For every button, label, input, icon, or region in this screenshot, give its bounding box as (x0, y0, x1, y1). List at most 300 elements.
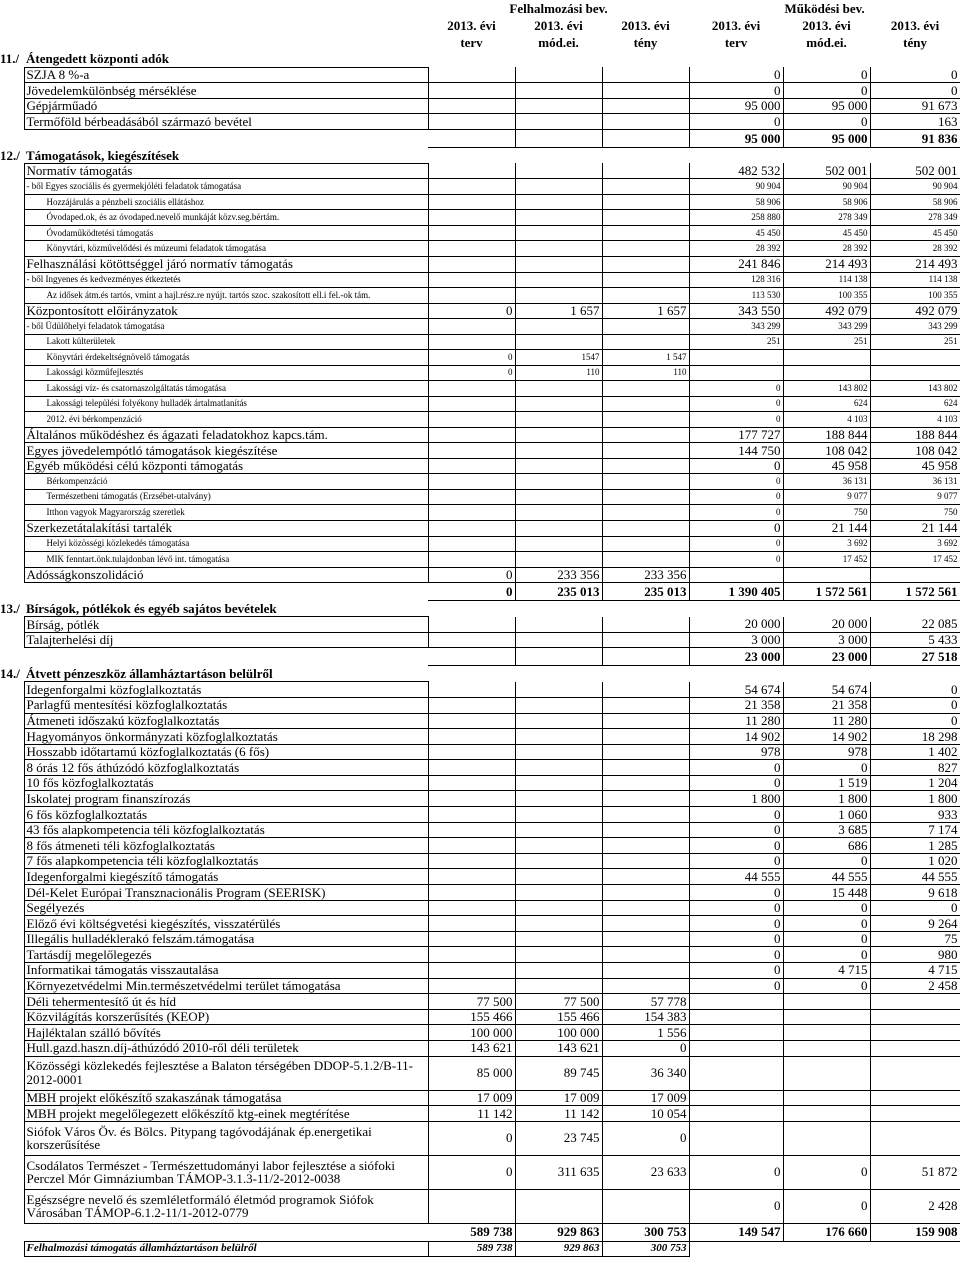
row-value-3: 0 (689, 978, 783, 994)
row-value-4: 4 715 (783, 963, 870, 979)
row-value-4: 0 (783, 900, 870, 916)
row-value-4: 0 (783, 1189, 870, 1223)
row-value-0: 0 (428, 583, 515, 601)
row-value-4: 1 800 (783, 791, 870, 807)
row-value-4 (783, 567, 870, 583)
row-value-1 (515, 1189, 602, 1223)
row-value-3 (689, 1025, 783, 1041)
row-value-0 (428, 163, 515, 179)
row-value-2 (602, 396, 689, 412)
row-value-3: 0 (689, 396, 783, 412)
row-value-4: 278 349 (783, 210, 870, 226)
row-label: Idegenforgalmi kiegészítő támogatás (24, 869, 428, 885)
row-value-1 (515, 552, 602, 568)
row-value-3: 978 (689, 744, 783, 760)
table-row (0, 179, 960, 195)
row-gutter (0, 916, 24, 932)
row-gutter (0, 272, 24, 288)
row-value-2 (602, 129, 689, 147)
row-value-4 (783, 994, 870, 1010)
row-value-2: 300 753 (602, 1223, 689, 1241)
row-gutter (0, 552, 24, 568)
row-value-1 (515, 225, 602, 241)
row-value-3: 0 (689, 931, 783, 947)
row-value-3: 0 (689, 807, 783, 823)
row-value-5: 114 138 (870, 272, 960, 288)
row-gutter (0, 900, 24, 916)
row-value-5: 22 085 (870, 617, 960, 633)
row-value-4: 251 (783, 334, 870, 350)
row-value-1 (515, 334, 602, 350)
row-value-3: 258 880 (689, 210, 783, 226)
table-row (0, 978, 960, 994)
table-row (0, 775, 960, 791)
row-value-3: 45 450 (689, 225, 783, 241)
row-value-0 (428, 225, 515, 241)
row-label: MBH projekt megelőlegezett előkészítő ktg-einek megtérítése (24, 1106, 428, 1122)
row-label: Csodálatos Természet - Természettudományi labor fejlesztése a siófoki Perczel Mór Gimnáziumban TÁMOP-3.1.3-11/2-2012-0038 (24, 1155, 428, 1189)
row-value-2 (602, 744, 689, 760)
row-value-1: 1 657 (515, 303, 602, 319)
row-value-0 (428, 334, 515, 350)
row-value-1 (515, 697, 602, 713)
row-value-5: 933 (870, 807, 960, 823)
row-label: Itthon vagyok Magyarország szeretlek (24, 505, 428, 521)
row-value-1 (515, 381, 602, 397)
row-value-1 (515, 427, 602, 443)
row-label: Közösségi közlekedés fejlesztése a Balaton térségében DDOP-5.1.2/B-11-2012-0001 (24, 1056, 428, 1090)
table-row (0, 489, 960, 505)
row-value-1 (515, 869, 602, 885)
row-value-0: 0 (428, 1155, 515, 1189)
row-value-1: 155 466 (515, 1009, 602, 1025)
row-value-5: 21 144 (870, 520, 960, 536)
row-value-3: 0 (689, 114, 783, 130)
header-year: 2013. évi (802, 17, 851, 33)
row-label: - ből Egyes szociális és gyermekjóléti feladatok támogatása (24, 179, 428, 195)
row-gutter (0, 489, 24, 505)
row-value-3: 44 555 (689, 869, 783, 885)
row-gutter (0, 536, 24, 552)
table-row (0, 963, 960, 979)
row-gutter (0, 412, 24, 428)
row-label: Parlagfű mentesítési közfoglalkoztatás (24, 697, 428, 713)
table-row (0, 443, 960, 459)
table-row (0, 1106, 960, 1122)
row-gutter (0, 648, 24, 666)
table-row (0, 67, 960, 83)
section-number: 13./ (0, 600, 20, 616)
row-value-2: 57 778 (602, 994, 689, 1010)
row-value-1: 929 863 (515, 1241, 602, 1256)
table-row (0, 869, 960, 885)
row-label: Déli tehermentesítő út és híd (24, 994, 428, 1010)
header-col-1: mód.ei. (538, 34, 579, 50)
row-value-0 (428, 474, 515, 490)
header-group-mukodesi: Működési bev. (784, 0, 865, 16)
row-value-2: 17 009 (602, 1090, 689, 1106)
row-value-0 (428, 83, 515, 99)
row-label: SZJA 8 %-a (24, 67, 428, 83)
row-value-5 (870, 994, 960, 1010)
row-value-5: 100 355 (870, 288, 960, 304)
table-row (0, 1155, 960, 1189)
row-value-1 (515, 617, 602, 633)
row-value-4 (783, 1009, 870, 1025)
row-value-3: 0 (689, 1155, 783, 1189)
row-value-4: 11 280 (783, 713, 870, 729)
row-value-4: 1 060 (783, 807, 870, 823)
row-value-4 (783, 1106, 870, 1122)
row-value-2 (602, 98, 689, 114)
row-gutter (0, 1106, 24, 1122)
header-year: 2013. évi (534, 17, 583, 33)
table-row (0, 365, 960, 381)
row-value-3: 0 (689, 458, 783, 474)
row-value-4: 14 902 (783, 729, 870, 745)
row-value-5: 750 (870, 505, 960, 521)
row-value-1: 1547 (515, 350, 602, 366)
row-value-1: 89 745 (515, 1056, 602, 1090)
row-value-0 (428, 194, 515, 210)
row-value-0 (428, 458, 515, 474)
row-gutter (0, 350, 24, 366)
row-value-3: 11 280 (689, 713, 783, 729)
row-value-1 (515, 505, 602, 521)
row-value-4: 0 (783, 1155, 870, 1189)
row-value-0 (428, 489, 515, 505)
row-label: Segélyezés (24, 900, 428, 916)
row-gutter (0, 288, 24, 304)
row-value-0: 100 000 (428, 1025, 515, 1041)
row-label: - ből Ingyenes és kedvezményes étkeztetés (24, 272, 428, 288)
row-value-4: 95 000 (783, 98, 870, 114)
row-value-3: 0 (689, 838, 783, 854)
section-title: Átvett pénzeszköz államháztartáson belülről (26, 665, 273, 681)
row-value-4: 44 555 (783, 869, 870, 885)
row-value-3: 0 (689, 83, 783, 99)
row-value-3: 95 000 (689, 98, 783, 114)
row-label: Könyvtári, közművelődési és múzeumi feladatok támogatása (24, 241, 428, 257)
row-label: Hull.gazd.haszn.díj-áthúzódó 2010-ről déli területek (24, 1040, 428, 1056)
row-label: Természetbeni támogatás (Erzsébet-utalvány) (24, 489, 428, 505)
row-gutter (0, 129, 24, 147)
row-gutter (0, 744, 24, 760)
row-value-0 (428, 256, 515, 272)
row-label (24, 583, 428, 601)
header-spacer (0, 0, 428, 17)
row-value-3: 1 390 405 (689, 583, 783, 601)
row-value-0 (428, 552, 515, 568)
row-value-1 (515, 241, 602, 257)
table-row (0, 567, 960, 583)
row-value-4 (783, 1121, 870, 1155)
row-value-4: 23 000 (783, 648, 870, 666)
row-value-2 (602, 963, 689, 979)
row-value-3: 343 299 (689, 319, 783, 335)
row-value-5: 502 001 (870, 163, 960, 179)
row-value-2 (602, 458, 689, 474)
row-value-3: 0 (689, 67, 783, 83)
row-value-5: 0 (870, 682, 960, 698)
row-value-2 (602, 194, 689, 210)
row-label: Szerkezetátalakítási tartalék (24, 520, 428, 536)
row-value-1 (515, 916, 602, 932)
row-label: Egyes jövedelempótló támogatások kiegészítése (24, 443, 428, 459)
row-value-0: 143 621 (428, 1040, 515, 1056)
row-value-0 (428, 617, 515, 633)
row-gutter (0, 853, 24, 869)
row-value-2 (602, 978, 689, 994)
row-gutter (0, 775, 24, 791)
table-row (0, 1040, 960, 1056)
row-value-2 (602, 775, 689, 791)
row-gutter (0, 179, 24, 195)
row-value-5: 343 299 (870, 319, 960, 335)
row-value-5: 1 402 (870, 744, 960, 760)
row-value-4: 188 844 (783, 427, 870, 443)
header-spacer (0, 34, 428, 51)
row-value-1 (515, 458, 602, 474)
row-value-5: 17 452 (870, 552, 960, 568)
row-gutter (0, 697, 24, 713)
row-gutter (0, 427, 24, 443)
section-s13 (0, 601, 960, 617)
row-value-5 (870, 1106, 960, 1122)
row-value-5 (870, 1121, 960, 1155)
row-value-3: 23 000 (689, 648, 783, 666)
row-value-2: 110 (602, 365, 689, 381)
row-value-5: 28 392 (870, 241, 960, 257)
row-label: Informatikai támogatás visszautalása (24, 963, 428, 979)
section-s14 (0, 666, 960, 682)
row-gutter (0, 163, 24, 179)
header-col-3: terv (724, 34, 748, 50)
table-row (0, 427, 960, 443)
row-value-1 (515, 114, 602, 130)
row-value-0: 589 738 (428, 1223, 515, 1241)
row-gutter (0, 1121, 24, 1155)
row-gutter (0, 822, 24, 838)
row-value-5 (870, 365, 960, 381)
row-value-0 (428, 648, 515, 666)
row-value-1 (515, 98, 602, 114)
row-value-0 (428, 697, 515, 713)
row-value-4: 0 (783, 853, 870, 869)
row-value-0 (428, 505, 515, 521)
row-value-1 (515, 412, 602, 428)
row-value-0 (428, 775, 515, 791)
row-value-4: 45 450 (783, 225, 870, 241)
row-label: 2012. évi bérkompenzáció (24, 412, 428, 428)
table-row (0, 381, 960, 397)
table-row (0, 1090, 960, 1106)
row-value-4: 17 452 (783, 552, 870, 568)
row-value-1 (515, 536, 602, 552)
row-value-4: 4 103 (783, 412, 870, 428)
row-value-0 (428, 98, 515, 114)
row-value-5: 75 (870, 931, 960, 947)
row-value-3: 21 358 (689, 697, 783, 713)
row-value-4: 143 802 (783, 381, 870, 397)
row-value-3: 14 902 (689, 729, 783, 745)
row-value-4: 0 (783, 931, 870, 947)
row-value-2 (602, 760, 689, 776)
row-value-2 (602, 869, 689, 885)
table-row (0, 194, 960, 210)
row-value-0 (428, 129, 515, 147)
row-value-1: 143 621 (515, 1040, 602, 1056)
row-value-2: 23 633 (602, 1155, 689, 1189)
row-value-3: 0 (689, 853, 783, 869)
header-group-row (0, 0, 960, 17)
row-value-3 (689, 1009, 783, 1025)
row-value-1 (515, 632, 602, 648)
table-row (0, 256, 960, 272)
table-row (0, 682, 960, 698)
row-value-5: 143 802 (870, 381, 960, 397)
row-value-1: 23 745 (515, 1121, 602, 1155)
row-label: Egészségre nevelő és szemléletformáló életmód programok Siófok Városában TÁMOP-6.1.2-11/1-2012-0779 (24, 1189, 428, 1223)
row-value-4 (783, 1025, 870, 1041)
row-value-2 (602, 225, 689, 241)
table-row (0, 632, 960, 648)
row-gutter (0, 443, 24, 459)
row-value-2 (602, 885, 689, 901)
row-value-3: 149 547 (689, 1223, 783, 1241)
row-gutter (0, 947, 24, 963)
row-value-3: 0 (689, 775, 783, 791)
row-gutter (0, 994, 24, 1010)
header-col-4: mód.ei. (806, 34, 847, 50)
row-value-2 (602, 505, 689, 521)
row-value-4: 176 660 (783, 1223, 870, 1241)
table-row (0, 319, 960, 335)
row-value-2 (602, 552, 689, 568)
row-value-0 (428, 536, 515, 552)
row-value-5: 0 (870, 713, 960, 729)
row-value-0: 155 466 (428, 1009, 515, 1025)
row-value-3 (689, 365, 783, 381)
row-value-1 (515, 129, 602, 147)
row-value-2 (602, 114, 689, 130)
row-gutter (0, 885, 24, 901)
row-value-4: 0 (783, 760, 870, 776)
row-value-2 (602, 947, 689, 963)
row-label: Óvodaműködtetési támogatás (24, 225, 428, 241)
row-value-3: 0 (689, 552, 783, 568)
row-value-4: 58 906 (783, 194, 870, 210)
table-row (0, 1009, 960, 1025)
row-value-0 (428, 272, 515, 288)
table-row (0, 98, 960, 114)
table-row (0, 729, 960, 745)
row-value-3: 0 (689, 916, 783, 932)
row-value-2 (602, 83, 689, 99)
row-value-3: 0 (689, 505, 783, 521)
row-value-3: 58 906 (689, 194, 783, 210)
row-value-3: 0 (689, 1189, 783, 1223)
table-row (0, 885, 960, 901)
header-col-5: tény (903, 34, 927, 50)
row-value-4 (783, 350, 870, 366)
row-label: 43 fős alapkompetencia téli közfoglalkoztatás (24, 822, 428, 838)
row-gutter (0, 1090, 24, 1106)
row-value-3 (689, 350, 783, 366)
row-value-3: 343 550 (689, 303, 783, 319)
row-value-2 (602, 67, 689, 83)
row-label: 8 órás 12 fős áthúzódó közfoglalkoztatás (24, 760, 428, 776)
row-value-3: 0 (689, 381, 783, 397)
row-gutter (0, 1189, 24, 1223)
row-gutter (0, 807, 24, 823)
table-row (0, 994, 960, 1010)
table-row (0, 853, 960, 869)
row-value-2 (602, 931, 689, 947)
row-value-1: 11 142 (515, 1106, 602, 1122)
row-label: Könyvtári érdekeltségnövelő támogatás (24, 350, 428, 366)
row-label: Lakossági közműfejlesztés (24, 365, 428, 381)
row-value-4: 214 493 (783, 256, 870, 272)
row-value-1 (515, 272, 602, 288)
row-value-1 (515, 443, 602, 459)
row-value-1 (515, 682, 602, 698)
row-value-0 (428, 632, 515, 648)
row-value-0 (428, 978, 515, 994)
row-value-3: 177 727 (689, 427, 783, 443)
row-value-3 (689, 1121, 783, 1155)
table-row (0, 458, 960, 474)
row-value-3: 0 (689, 885, 783, 901)
row-value-5: 1 020 (870, 853, 960, 869)
row-label: Óvodaped.ok, és az óvodaped.nevelő munkáját közv.seg.bértám. (24, 210, 428, 226)
row-label: Normatív támogatás (24, 163, 428, 179)
row-gutter (0, 114, 24, 130)
table-row (0, 288, 960, 304)
row-value-3: 20 000 (689, 617, 783, 633)
row-value-0 (428, 241, 515, 257)
row-gutter (0, 632, 24, 648)
row-label: 7 fős alapkompetencia téli közfoglalkoztatás (24, 853, 428, 869)
row-gutter (0, 760, 24, 776)
row-gutter (0, 83, 24, 99)
row-gutter (0, 225, 24, 241)
row-value-5: 91 836 (870, 129, 960, 147)
row-value-2 (602, 822, 689, 838)
row-value-2: 0 (602, 1121, 689, 1155)
row-gutter (0, 567, 24, 583)
row-value-5: 278 349 (870, 210, 960, 226)
row-value-0 (428, 931, 515, 947)
table-row (0, 1189, 960, 1223)
table-row (0, 474, 960, 490)
row-value-0 (428, 713, 515, 729)
row-label: Az idősek átm.és tartós, vmint a hajl.rész.re nyújt. tartós szoc. szakosított ell.i fel.-ok tám. (24, 288, 428, 304)
row-value-4: 502 001 (783, 163, 870, 179)
row-value-5: 188 844 (870, 427, 960, 443)
row-gutter (0, 194, 24, 210)
row-gutter (0, 931, 24, 947)
row-value-2: 0 (602, 1040, 689, 1056)
row-value-2 (602, 489, 689, 505)
row-value-2: 1 556 (602, 1025, 689, 1041)
table-row (0, 617, 960, 633)
row-value-2 (602, 807, 689, 823)
row-value-0: 17 009 (428, 1090, 515, 1106)
row-value-2 (602, 179, 689, 195)
row-label: Termőföld bérbeadásából származó bevétel (24, 114, 428, 130)
row-value-0 (428, 822, 515, 838)
